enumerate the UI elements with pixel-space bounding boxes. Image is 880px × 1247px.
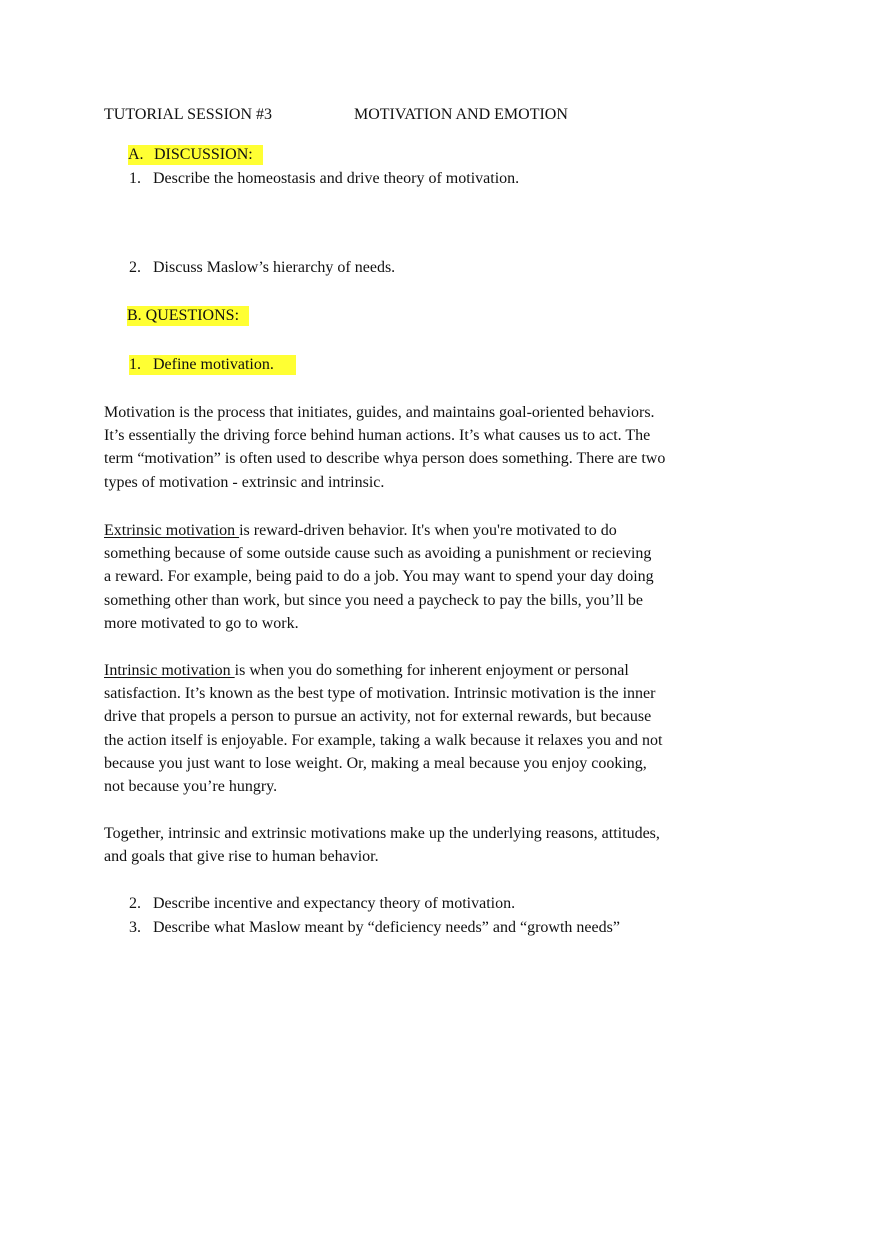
discussion-item-1-text: Describe the homeostasis and drive theory of motivation. [153, 170, 520, 187]
intrinsic-line-1 [104, 659, 744, 682]
question-3 [129, 918, 620, 938]
extrinsic-first-rest: is reward-driven behavior. It's when you're motivated to do [239, 522, 617, 539]
intrinsic-line-3: drive that propels a person to pursue an activity, not for external rewards, but because [104, 708, 652, 726]
section-a-title: DISCUSSION: [154, 146, 253, 163]
intrinsic-line-5: because you just want to lose weight. Or, making a meal because you enjoy cooking, [104, 754, 647, 772]
intrinsic-line-2: satisfaction. It’s known as the best type of motivation. Intrinsic motivation is the inner [104, 685, 656, 703]
section-a-marker: A. [128, 146, 144, 163]
question-1-highlight [129, 355, 296, 375]
intro-line-2: It’s essentially the driving force behind human actions. It’s what causes us to act. The [104, 427, 651, 445]
conclusion-line-1: Together, intrinsic and extrinsic motivations make up the underlying reasons, attitudes, [104, 825, 660, 842]
intro-line-4: types of motivation - extrinsic and intrinsic. [104, 473, 385, 491]
extrinsic-line-5: more motivated to go to work. [104, 614, 299, 632]
question-2 [129, 894, 515, 914]
header-right: MOTIVATION AND EMOTION [354, 106, 568, 123]
extrinsic-line-1 [104, 519, 744, 542]
question-3-text: Describe what Maslow meant by “deficiency needs” and “growth needs” [153, 919, 620, 936]
discussion-item-2-number: 2. [129, 259, 141, 276]
intrinsic-paragraph [104, 659, 744, 798]
intro-line-3: term “motivation” is often used to describe whya person does something. There are two [104, 450, 666, 468]
question-2-text: Describe incentive and expectancy theory of motivation. [153, 895, 516, 912]
intro-line-1: Motivation is the process that initiates, guides, and maintains goal-oriented behaviors. [104, 404, 655, 421]
question-1-number: 1. [129, 356, 141, 373]
extrinsic-term: Extrinsic motivation [104, 522, 240, 539]
conclusion-paragraph [104, 822, 744, 868]
intrinsic-line-4: the action itself is enjoyable. For example, taking a walk because it relaxes you and not [104, 731, 663, 749]
discussion-item-1-number: 1. [129, 170, 141, 187]
extrinsic-paragraph [104, 519, 744, 635]
intrinsic-first-rest: is when you do something for inherent enjoyment or personal [234, 662, 629, 679]
discussion-item-2 [129, 258, 395, 278]
section-a-highlight [128, 145, 263, 165]
answer-intro-paragraph [104, 401, 744, 494]
intrinsic-line-6: not because you’re hungry. [104, 778, 278, 796]
intrinsic-term: Intrinsic motivation [104, 662, 235, 679]
header-left: TUTORIAL SESSION #3 [104, 106, 273, 123]
extrinsic-line-2: something because of some outside cause such as avoiding a punishment or recieving [104, 545, 652, 563]
question-1 [129, 355, 296, 375]
question-1-text: Define motivation. [153, 356, 274, 373]
conclusion-line-2: and goals that give rise to human behavior. [104, 848, 379, 866]
discussion-item-2-text: Discuss Maslow’s hierarchy of needs. [153, 259, 396, 276]
discussion-item-1 [129, 169, 519, 189]
section-b-title: B. QUESTIONS: [127, 306, 249, 326]
question-2-number: 2. [129, 895, 141, 912]
section-b-heading [127, 306, 249, 326]
extrinsic-line-3: a reward. For example, being paid to do a job. You may want to spend your day doing [104, 568, 654, 586]
section-a-heading [128, 145, 263, 165]
question-3-number: 3. [129, 919, 141, 936]
extrinsic-line-4: something other than work, but since you need a paycheck to pay the bills, you’ll be [104, 591, 643, 609]
